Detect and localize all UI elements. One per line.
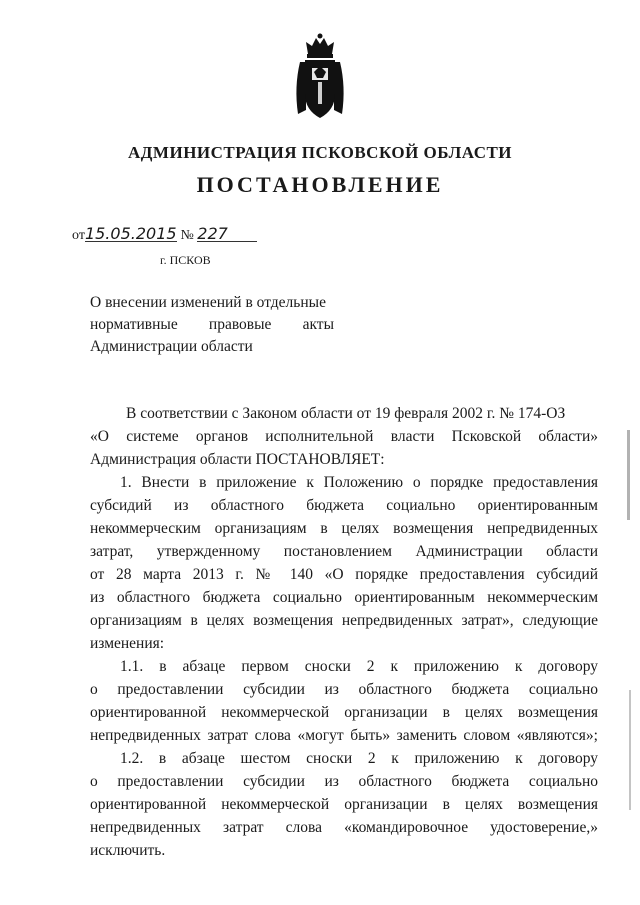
date-from-label: от: [72, 228, 85, 243]
body-text: [90, 402, 598, 862]
body-line: о предоставлении субсидии из областного бюджета социально: [90, 681, 598, 698]
scan-margin-mark: [627, 430, 630, 520]
body-line: некоммерческим организациям в целях возмещения непредвиденных: [90, 520, 598, 537]
body-line: изменения:: [90, 635, 165, 652]
body-line: 1. Внести в приложение к Положению о порядке предоставления: [120, 474, 598, 491]
city-label: г. ПСКОВ: [160, 253, 211, 267]
body-line: непредвиденных затрат слова «могут быть» заменить словом «являются»;: [90, 727, 598, 744]
body-line: субсидий из областного бюджета социально ориентированным: [90, 497, 598, 514]
body-line: ориентированной некоммерческой организации в целях возмещения: [90, 704, 598, 721]
body-line: непредвиденных затрат слова «командировочное удостоверение,»: [90, 819, 598, 836]
subject-block: [90, 292, 334, 358]
body-line: из областного бюджета социально ориентированным некоммерческим: [90, 589, 598, 606]
scan-margin-mark: [629, 690, 631, 810]
body-line: Администрация области ПОСТАНОВЛЯЕТ:: [90, 451, 385, 468]
number-label: №: [180, 228, 194, 243]
body-line: организациям в целях возмещения непредвиденных затрат», следующие: [90, 612, 598, 629]
subject-line: Администрации области: [90, 338, 253, 355]
pskov-coat-of-arms-icon: [290, 32, 350, 122]
body-line: от 28 марта 2013 г. № 140 «О порядке предоставления субсидий: [90, 566, 598, 583]
body-line: ориентированной некоммерческой организации в целях возмещения: [90, 796, 598, 813]
body-line: исключить.: [90, 842, 166, 859]
document-type-title: ПОСТАНОВЛЕНИЕ: [196, 172, 444, 197]
subject-line: нормативные правовые акты: [90, 316, 334, 333]
date-number-line: [72, 226, 257, 244]
body-line: В соответствии с Законом области от 19 февраля 2002 г. № 174-ОЗ: [126, 405, 566, 422]
handwritten-date: 15.05.2015: [84, 224, 177, 243]
organization-title: АДМИНИСТРАЦИЯ ПСКОВСКОЙ ОБЛАСТИ: [127, 143, 513, 162]
body-line: 1.1. в абзаце первом сноски 2 к приложению к договору: [120, 658, 598, 675]
body-line: 1.2. в абзаце шестом сноски 2 к приложению к договору: [120, 750, 598, 767]
handwritten-number: 227: [197, 226, 257, 242]
body-line: о предоставлении субсидии из областного бюджета социально: [90, 773, 598, 790]
body-line: затрат, утвержденному постановлением Администрации области: [90, 543, 598, 560]
body-line: «О системе органов исполнительной власти Псковской области»: [90, 428, 598, 445]
subject-line: О внесении изменений в отдельные: [90, 294, 326, 311]
